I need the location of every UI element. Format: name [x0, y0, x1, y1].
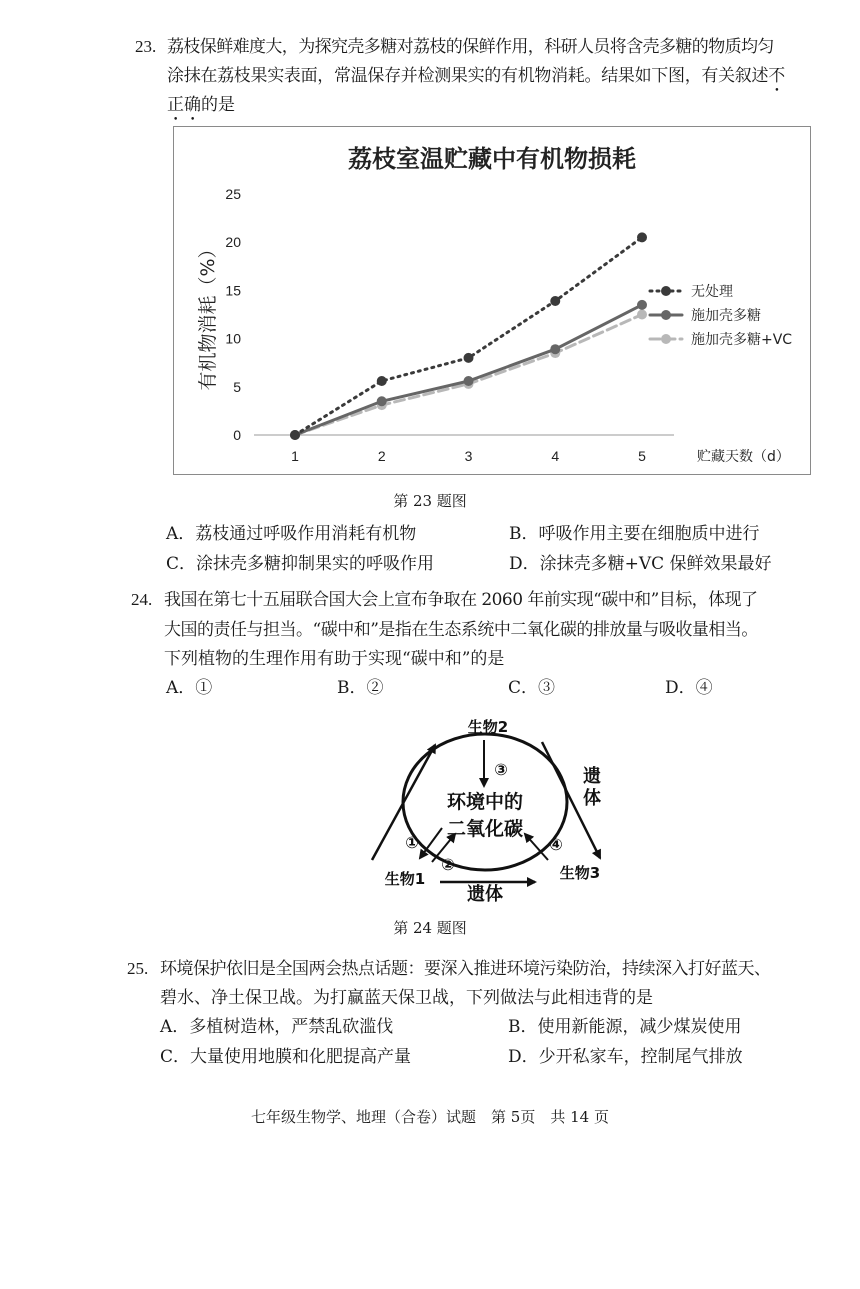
remains-label-right-2: 体	[583, 788, 601, 809]
q24-option-b: B．②	[337, 678, 384, 698]
page-footer: 七年级生物学、地理（合卷）试题 第 5页 共 14 页	[251, 1108, 609, 1126]
q23-option-c: C．涂抹壳多糖抑制果实的呼吸作用	[166, 554, 435, 574]
carbon-cycle-diagram	[360, 710, 660, 910]
legend-marker	[661, 310, 671, 320]
chart-plot	[174, 127, 810, 474]
q24-stem-line1: 我国在第七十五届联合国大会上宣布争取在 2060 年前实现“碳中和”目标，体现了	[164, 590, 758, 610]
x-tick-label: 4	[551, 448, 560, 464]
series-point	[550, 344, 560, 354]
q25-number: 25.	[127, 959, 149, 978]
x-tick-label: 2	[377, 448, 386, 464]
organism-2-label: 生物2	[467, 718, 509, 736]
co2-label-line1: 环境中的	[446, 791, 524, 813]
q24-number: 24.	[131, 590, 153, 609]
remains-label-right-1: 遗	[583, 766, 601, 787]
q23-caption: 第 23 题图	[393, 492, 467, 510]
q23-stem-line2	[167, 62, 785, 96]
q25-option-c: C．大量使用地膜和化肥提高产量	[160, 1047, 412, 1067]
y-tick-label: 25	[225, 186, 241, 202]
q23-number: 23.	[135, 37, 157, 56]
q24-caption: 第 24 题图	[393, 919, 467, 937]
q23-emphasis-correct: 正确	[167, 95, 201, 115]
y-tick-label: 15	[225, 282, 241, 299]
series-point	[377, 396, 387, 406]
q25-option-a: A．多植树造林，严禁乱砍滥伐	[160, 1017, 394, 1037]
legend-label: 施加壳多糖	[691, 308, 761, 324]
legend-label: 施加壳多糖+VC	[691, 332, 793, 348]
q23-option-a: A．荔枝通过呼吸作用消耗有机物	[166, 524, 417, 544]
legend-label: 无处理	[691, 284, 733, 300]
series-point	[290, 430, 300, 440]
q24-option-c: C．③	[508, 678, 556, 698]
series-point	[464, 376, 474, 386]
marker-3: ③	[494, 760, 508, 779]
x-tick-label: 5	[638, 448, 646, 464]
q24-stem-line3: 下列植物的生理作用有助于实现“碳中和”的是	[164, 649, 505, 669]
legend-marker	[661, 334, 671, 344]
series-point	[377, 376, 387, 386]
legend-marker	[661, 286, 671, 296]
marker-2: ②	[441, 855, 455, 874]
y-tick-label: 10	[225, 330, 241, 347]
q23-option-d: D．涂抹壳多糖+VC 保鲜效果最好	[509, 554, 772, 574]
series-point	[464, 353, 474, 363]
remains-label-bottom: 遗体	[467, 884, 503, 905]
y-tick-label: 0	[233, 427, 241, 443]
series-line	[295, 305, 642, 435]
q23-chart	[173, 126, 811, 475]
y-tick-label: 20	[225, 234, 241, 251]
q23-stem-line1: 荔枝保鲜难度大，为探究壳多糖对荔枝的保鲜作用，科研人员将含壳多糖的物质均匀	[167, 37, 774, 57]
series-point	[637, 300, 647, 310]
co2-label-line2: 二氧化碳	[446, 818, 524, 840]
series-line	[295, 237, 642, 435]
y-axis-label: 有机物消耗（%）	[197, 239, 219, 391]
q23-stem-line3-text: 的是	[201, 95, 235, 115]
organism-3-label: 生物3	[559, 864, 601, 882]
chart-title: 荔枝室温贮藏中有机物损耗	[348, 145, 636, 173]
q25-stem-line1: 环境保护依旧是全国两会热点话题：要深入推进环境污染防治，持续深入打好蓝天、	[160, 959, 771, 979]
series-point	[550, 296, 560, 306]
q25-stem-line2: 碧水、净土保卫战。为打赢蓝天保卫战，下列做法与此相违背的是	[160, 988, 653, 1008]
x-tick-label: 3	[464, 448, 473, 464]
x-axis-label: 贮藏天数（d）	[697, 449, 790, 465]
marker-4: ④	[549, 835, 563, 854]
q24-option-a: A．①	[166, 678, 213, 698]
y-tick-label: 5	[233, 378, 241, 395]
marker-1: ①	[405, 833, 419, 852]
series-point	[637, 310, 647, 320]
x-tick-label: 1	[291, 448, 299, 464]
q23-stem-line2-text: 涂抹在荔枝果实表面，常温保存并检测果实的有机物消耗。结果如下图，有关叙述	[167, 66, 769, 86]
q23-stem-line3	[167, 91, 235, 125]
q25-option-b: B．使用新能源，减少煤炭使用	[508, 1017, 742, 1037]
q23-option-b: B．呼吸作用主要在细胞质中进行	[509, 524, 760, 544]
q23-emphasis-not: 不	[768, 66, 785, 86]
q24-stem-line2: 大国的责任与担当。“碳中和”是指在生态系统中二氧化碳的排放量与吸收量相当。	[164, 620, 758, 640]
q24-option-d: D．④	[665, 678, 713, 698]
arrow-org1-to-org2	[372, 745, 435, 860]
series-point	[637, 232, 647, 242]
organism-1-label: 生物1	[384, 870, 426, 888]
q25-option-d: D．少开私家车，控制尾气排放	[508, 1047, 743, 1067]
